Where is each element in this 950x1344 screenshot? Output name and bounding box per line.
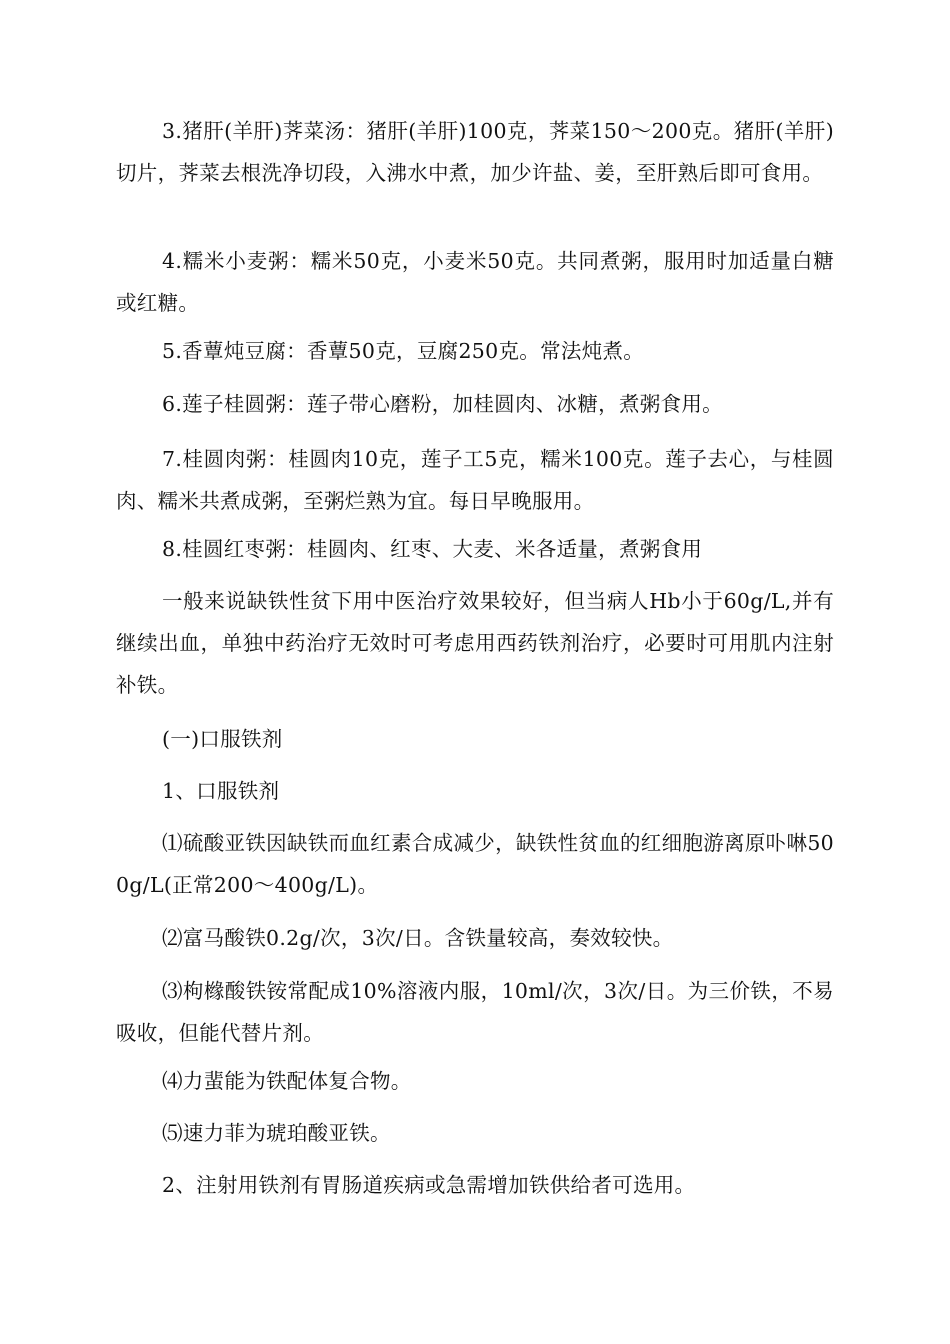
subsection-heading-oral-iron: 1、口服铁剂 [162, 779, 280, 803]
paragraph-treatment-note: 一般来说缺铁性贫下用中医治疗效果较好，但当病人Hb小于60g/L,并有继续出血，单独中药治疗无效时可考虑用西药铁剂治疗，必要时可用肌内注射补铁。 [116, 589, 834, 697]
list-item-ferrous-sulfate: ⑴硫酸亚铁因缺铁而血红素合成减少，缺铁性贫血的红细胞游离原卟啉500g/L(正常200～400g/L)。 [116, 831, 834, 897]
paragraph-recipe-8: 8.桂圆红枣粥：桂圆肉、红枣、大麦、米各适量，煮粥食用 [162, 537, 703, 561]
paragraph-recipe-4: 4.糯米小麦粥：糯米50克，小麦米50克。共同煮粥，服用时加适量白糖或红糖。 [116, 249, 834, 315]
list-item-ferric-ammonium-citrate: ⑶枸橼酸铁铵常配成10%溶液内服，10ml/次，3次/日。为三价铁，不易吸收，但能代替片剂。 [116, 979, 834, 1045]
list-item-polysaccharide-iron: ⑷力蜚能为铁配体复合物。 [162, 1069, 412, 1093]
paragraph-recipe-3: 3.猪肝(羊肝)荠菜汤：猪肝(羊肝)100克，荠菜150～200克。猪肝(羊肝)切片，荠菜去根洗净切段，入沸水中煮，加少许盐、姜，至肝熟后即可食用。 [116, 119, 834, 185]
list-item-ferrous-succinate: ⑸速力菲为琥珀酸亚铁。 [162, 1121, 391, 1145]
subsection-injectable-iron: 2、注射用铁剂有胃肠道疾病或急需增加铁供给者可选用。 [162, 1173, 696, 1197]
list-item-ferrous-fumarate: ⑵富马酸铁0.2g/次，3次/日。含铁量较高，奏效较快。 [162, 926, 674, 950]
paragraph-recipe-6: 6.莲子桂圆粥：莲子带心磨粉，加桂圆肉、冰糖，煮粥食用。 [162, 392, 723, 416]
paragraph-recipe-5: 5.香蕈炖豆腐：香蕈50克，豆腐250克。常法炖煮。 [162, 339, 645, 363]
paragraph-recipe-7: 7.桂圆肉粥：桂圆肉10克，莲子工5克，糯米100克。莲子去心，与桂圆肉、糯米共煮成粥，至粥烂熟为宜。每日早晚服用。 [116, 447, 834, 513]
section-heading-oral-iron: (一)口服铁剂 [162, 727, 283, 751]
